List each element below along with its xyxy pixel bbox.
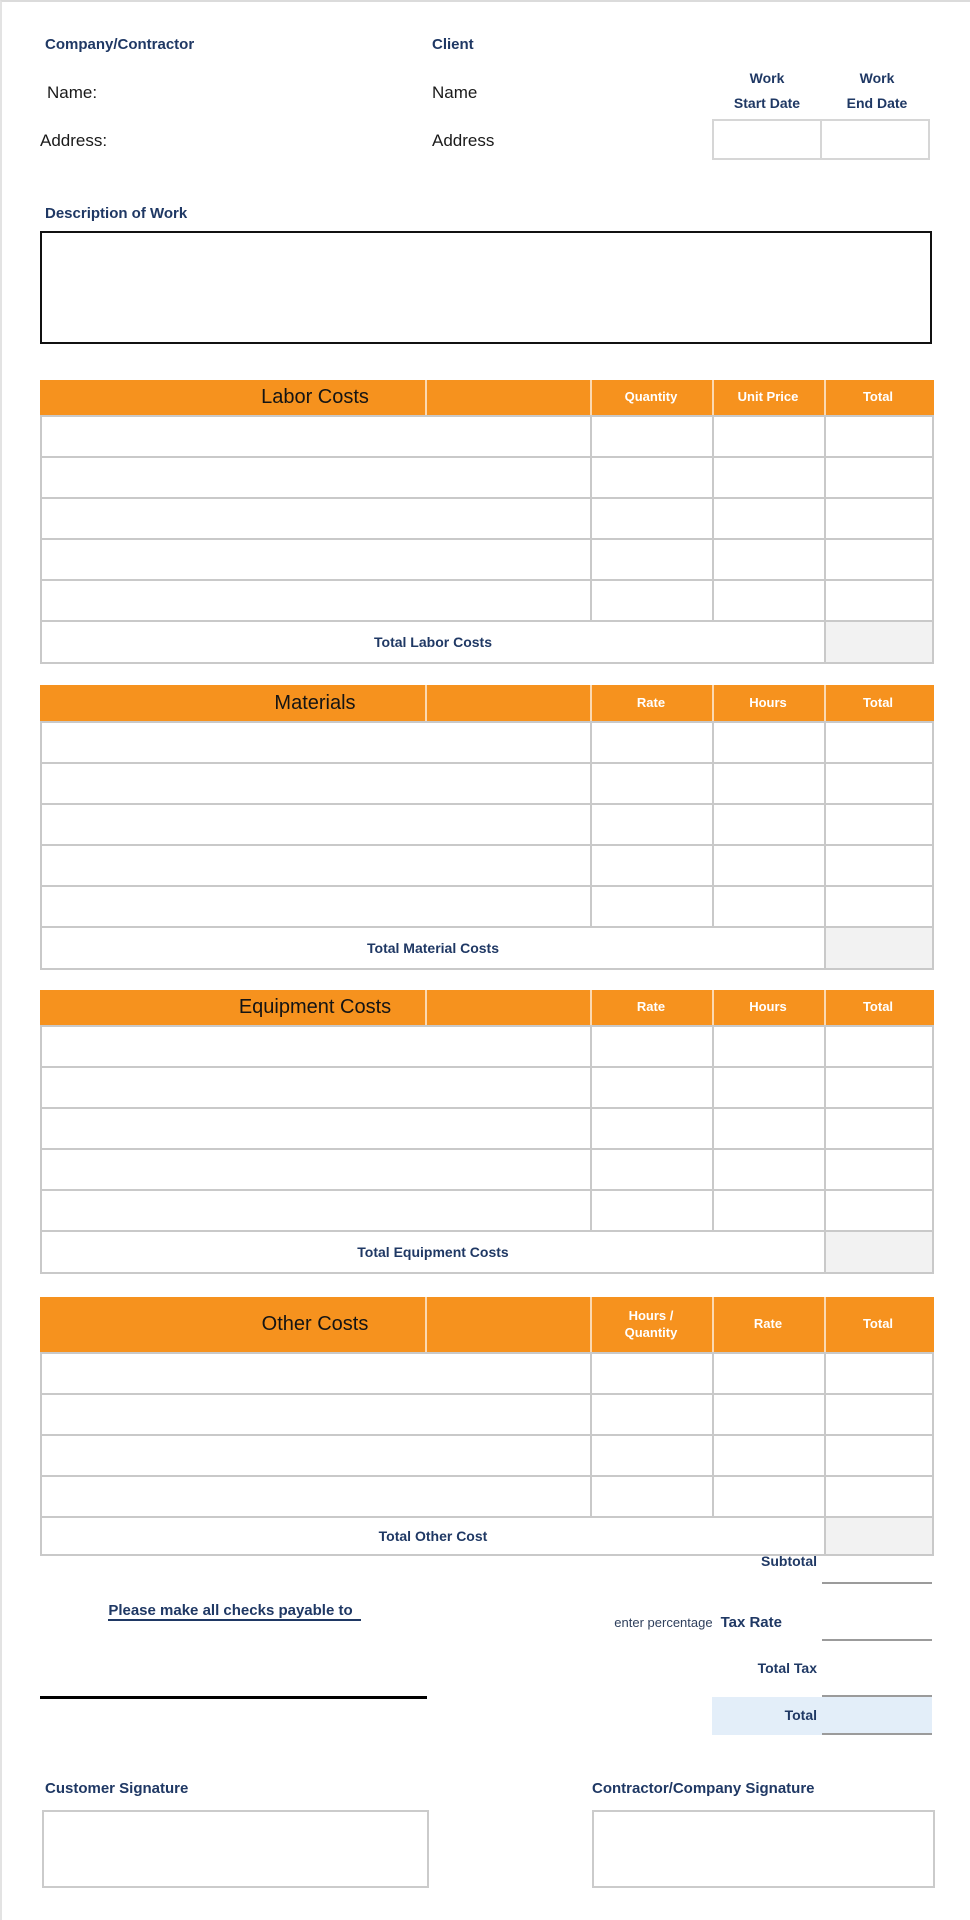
equipment-row-2 xyxy=(42,1068,934,1109)
materials-column-header-1: Rate xyxy=(636,694,666,710)
materials-cell-r4-c2[interactable] xyxy=(592,846,714,885)
equipment-column-header-2: Hours xyxy=(749,999,787,1015)
labor-column-header-1: Quantity xyxy=(624,389,678,405)
payable-signature-line xyxy=(40,1696,427,1699)
equipment-cell-r4-c1[interactable] xyxy=(42,1150,592,1189)
labor-cell-r3-c1[interactable] xyxy=(42,499,592,538)
work-end-date-header xyxy=(822,66,932,116)
other-cell-r1-c4[interactable] xyxy=(826,1354,934,1393)
equipment-cell-r1-c1[interactable] xyxy=(42,1027,592,1066)
other-cell-r4-c2[interactable] xyxy=(592,1477,714,1516)
other-cell-r1-c1[interactable] xyxy=(42,1354,592,1393)
materials-table xyxy=(40,685,934,970)
labor-cell-r4-c3[interactable] xyxy=(714,540,826,579)
equipment-row-4 xyxy=(42,1150,934,1191)
labor-cell-r1-c1[interactable] xyxy=(42,417,592,456)
equipment-cell-r3-c4[interactable] xyxy=(826,1109,934,1148)
other-row-4 xyxy=(42,1477,934,1518)
description-field[interactable] xyxy=(40,231,932,344)
labor-cell-r2-c3[interactable] xyxy=(714,458,826,497)
equipment-cell-r3-c2[interactable] xyxy=(592,1109,714,1148)
subtotal-value-field[interactable] xyxy=(822,1582,932,1584)
client-name-label: Name xyxy=(432,83,478,102)
materials-cell-r5-c2[interactable] xyxy=(592,887,714,926)
labor-cell-r3-c3[interactable] xyxy=(714,499,826,538)
other-header-row xyxy=(40,1297,934,1352)
materials-cell-r4-c1[interactable] xyxy=(42,846,592,885)
other-cell-r2-c4[interactable] xyxy=(826,1395,934,1434)
tax-rate-row xyxy=(422,1614,782,1631)
materials-title: Materials xyxy=(274,691,356,714)
other-cell-r2-c3[interactable] xyxy=(714,1395,826,1434)
equipment-row-5 xyxy=(42,1191,934,1232)
labor-cell-r3-c2[interactable] xyxy=(592,499,714,538)
labor-cell-r4-c2[interactable] xyxy=(592,540,714,579)
work-end-date-field[interactable] xyxy=(820,119,930,160)
equipment-row-1 xyxy=(42,1027,934,1068)
labor-cell-r4-c4[interactable] xyxy=(826,540,934,579)
labor-cell-r1-c2[interactable] xyxy=(592,417,714,456)
other-cell-r2-c1[interactable] xyxy=(42,1395,592,1434)
materials-total-label: Total Material Costs xyxy=(42,928,826,968)
labor-title: Labor Costs xyxy=(261,386,369,408)
company-section-label: Company/Contractor xyxy=(45,36,195,53)
labor-column-header-2: Unit Price xyxy=(737,389,799,405)
other-cell-r4-c1[interactable] xyxy=(42,1477,592,1516)
materials-header-row xyxy=(40,685,934,721)
other-body xyxy=(40,1352,934,1556)
equipment-cell-r5-c4[interactable] xyxy=(826,1191,934,1230)
equipment-cell-r1-c4[interactable] xyxy=(826,1027,934,1066)
client-section-label: Client xyxy=(432,36,474,53)
header-seam xyxy=(425,685,427,721)
other-total-label: Total Other Cost xyxy=(42,1518,826,1554)
equipment-cell-r5-c2[interactable] xyxy=(592,1191,714,1230)
other-cell-r3-c3[interactable] xyxy=(714,1436,826,1475)
equipment-cell-r1-c3[interactable] xyxy=(714,1027,826,1066)
materials-cell-r3-c4[interactable] xyxy=(826,805,934,844)
subtotal-label: Subtotal xyxy=(761,1553,817,1569)
work-start-date-header xyxy=(712,66,822,116)
equipment-table xyxy=(40,990,934,1274)
labor-row-4 xyxy=(42,540,934,581)
work-start-line1: Work xyxy=(749,70,785,86)
materials-cell-r4-c4[interactable] xyxy=(826,846,934,885)
other-cell-r3-c4[interactable] xyxy=(826,1436,934,1475)
labor-cell-r4-c1[interactable] xyxy=(42,540,592,579)
labor-cell-r1-c4[interactable] xyxy=(826,417,934,456)
labor-table xyxy=(40,380,934,664)
materials-cell-r3-c1[interactable] xyxy=(42,805,592,844)
equipment-total-row xyxy=(42,1232,934,1274)
labor-column-header-3: Total xyxy=(862,389,894,405)
materials-cell-r1-c4[interactable] xyxy=(826,723,934,762)
work-start-date-field[interactable] xyxy=(712,119,822,160)
work-start-line2: Start Date xyxy=(733,95,801,111)
materials-row-1 xyxy=(42,723,934,764)
other-column-header-3: Total xyxy=(862,1316,894,1332)
equipment-column-header-1: Rate xyxy=(636,999,666,1015)
labor-row-1 xyxy=(42,417,934,458)
equipment-cell-r3-c1[interactable] xyxy=(42,1109,592,1148)
equipment-row-3 xyxy=(42,1109,934,1150)
materials-cell-r2-c1[interactable] xyxy=(42,764,592,803)
tax-rate-value-field[interactable] xyxy=(822,1639,932,1641)
equipment-cell-r2-c4[interactable] xyxy=(826,1068,934,1107)
equipment-cell-r2-c3[interactable] xyxy=(714,1068,826,1107)
other-total-row xyxy=(42,1518,934,1556)
equipment-cell-r5-c1[interactable] xyxy=(42,1191,592,1230)
materials-cell-r2-c3[interactable] xyxy=(714,764,826,803)
materials-cell-r4-c3[interactable] xyxy=(714,846,826,885)
contractor-signature-field[interactable] xyxy=(592,1810,935,1888)
equipment-column-header-3: Total xyxy=(862,999,894,1015)
company-address-label: Address: xyxy=(40,131,108,150)
materials-cell-r1-c3[interactable] xyxy=(714,723,826,762)
description-label: Description of Work xyxy=(45,205,188,222)
labor-cell-r5-c1[interactable] xyxy=(42,581,592,620)
materials-cell-r2-c2[interactable] xyxy=(592,764,714,803)
materials-cell-r5-c1[interactable] xyxy=(42,887,592,926)
grand-total-top-rule xyxy=(822,1695,932,1697)
labor-cell-r5-c2[interactable] xyxy=(592,581,714,620)
equipment-cell-r2-c2[interactable] xyxy=(592,1068,714,1107)
other-cell-r3-c1[interactable] xyxy=(42,1436,592,1475)
other-total-value-cell xyxy=(826,1518,934,1554)
labor-cell-r2-c2[interactable] xyxy=(592,458,714,497)
header-seam xyxy=(425,990,427,1025)
header-seam xyxy=(425,380,427,415)
materials-cell-r1-c2[interactable] xyxy=(592,723,714,762)
checks-payable-note xyxy=(40,1602,429,1620)
company-name-label: Name: xyxy=(47,83,98,102)
materials-cell-r5-c3[interactable] xyxy=(714,887,826,926)
equipment-cell-r4-c2[interactable] xyxy=(592,1150,714,1189)
materials-total-row xyxy=(42,928,934,970)
equipment-total-value-cell xyxy=(826,1232,934,1272)
materials-row-4 xyxy=(42,846,934,887)
labor-cell-r5-c3[interactable] xyxy=(714,581,826,620)
labor-row-2 xyxy=(42,458,934,499)
materials-cell-r5-c4[interactable] xyxy=(826,887,934,926)
other-cell-r4-c3[interactable] xyxy=(714,1477,826,1516)
other-row-3 xyxy=(42,1436,934,1477)
labor-cell-r2-c4[interactable] xyxy=(826,458,934,497)
equipment-cell-r5-c3[interactable] xyxy=(714,1191,826,1230)
equipment-header-row xyxy=(40,990,934,1025)
tax-rate-label: Tax Rate xyxy=(720,1614,782,1631)
checks-payable-text: Please make all checks payable to xyxy=(108,1602,360,1621)
other-title: Other Costs xyxy=(261,1313,369,1335)
other-column-header-2: Rate xyxy=(753,1316,783,1332)
labor-body xyxy=(40,415,934,664)
other-table xyxy=(40,1297,934,1556)
labor-cell-r5-c4[interactable] xyxy=(826,581,934,620)
labor-cell-r3-c4[interactable] xyxy=(826,499,934,538)
equipment-cell-r1-c2[interactable] xyxy=(592,1027,714,1066)
materials-cell-r2-c4[interactable] xyxy=(826,764,934,803)
materials-column-header-3: Total xyxy=(862,694,894,710)
materials-cell-r3-c2[interactable] xyxy=(592,805,714,844)
contractor-signature-label: Contractor/Company Signature xyxy=(592,1780,815,1797)
total-tax-label: Total Tax xyxy=(757,1660,817,1676)
other-row-2 xyxy=(42,1395,934,1436)
equipment-cell-r2-c1[interactable] xyxy=(42,1068,592,1107)
other-cell-r1-c3[interactable] xyxy=(714,1354,826,1393)
equipment-cell-r3-c3[interactable] xyxy=(714,1109,826,1148)
equipment-total-label: Total Equipment Costs xyxy=(42,1232,826,1272)
work-end-line1: Work xyxy=(859,70,895,86)
labor-row-5 xyxy=(42,581,934,622)
customer-signature-field[interactable] xyxy=(42,1810,429,1888)
labor-cell-r2-c1[interactable] xyxy=(42,458,592,497)
tax-rate-hint: enter percentage xyxy=(614,1615,713,1630)
materials-cell-r3-c3[interactable] xyxy=(714,805,826,844)
equipment-cell-r4-c4[interactable] xyxy=(826,1150,934,1189)
materials-row-2 xyxy=(42,764,934,805)
materials-total-value-cell xyxy=(826,928,934,968)
work-date-fields xyxy=(712,119,930,160)
other-cell-r1-c2[interactable] xyxy=(592,1354,714,1393)
other-row-1 xyxy=(42,1354,934,1395)
labor-total-label: Total Labor Costs xyxy=(42,622,826,662)
labor-row-3 xyxy=(42,499,934,540)
other-cell-r4-c4[interactable] xyxy=(826,1477,934,1516)
header-seam xyxy=(425,1297,427,1352)
materials-body xyxy=(40,721,934,970)
grand-total-value-field[interactable] xyxy=(822,1733,932,1735)
other-cell-r3-c2[interactable] xyxy=(592,1436,714,1475)
equipment-body xyxy=(40,1025,934,1274)
labor-header-row xyxy=(40,380,934,415)
grand-total-label: Total xyxy=(784,1707,817,1723)
labor-total-row xyxy=(42,622,934,664)
labor-total-value-cell xyxy=(826,622,934,662)
work-end-line2: End Date xyxy=(846,95,908,111)
client-address-label: Address xyxy=(432,131,495,150)
other-cell-r2-c2[interactable] xyxy=(592,1395,714,1434)
equipment-cell-r4-c3[interactable] xyxy=(714,1150,826,1189)
other-column-header-1: Hours / Quantity xyxy=(624,1307,678,1340)
materials-cell-r1-c1[interactable] xyxy=(42,723,592,762)
materials-row-3 xyxy=(42,805,934,846)
labor-cell-r1-c3[interactable] xyxy=(714,417,826,456)
customer-signature-label: Customer Signature xyxy=(45,1780,189,1797)
materials-column-header-2: Hours xyxy=(749,694,787,710)
materials-row-5 xyxy=(42,887,934,928)
equipment-title: Equipment Costs xyxy=(238,996,392,1018)
